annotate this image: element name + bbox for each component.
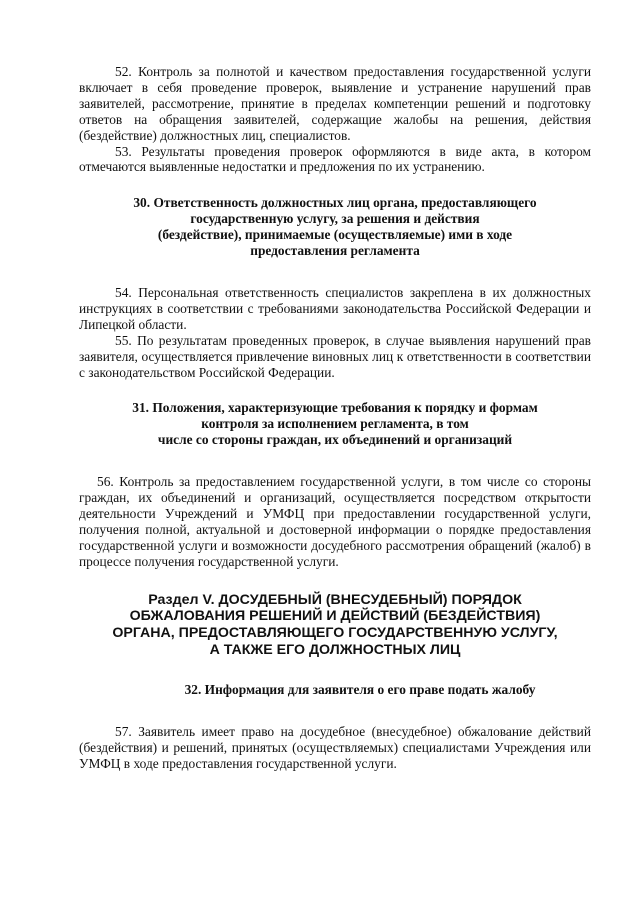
heading-line: контроля за исполнением регламента, в том [201,416,469,432]
heading-line: ОБЖАЛОВАНИЯ РЕШЕНИЙ И ДЕЙСТВИЙ (БЕЗДЕЙСТВИЯ) [129,608,541,625]
paragraph-57: 57. Заявитель имеет право на досудебное (внесудебное) обжалование действий (бездействия) и решений, принятых (осуществляемых) специалистами Учреждения или УМФЦ в ходе предоставления государственной услуги. [79,724,591,772]
paragraph-53: 53. Результаты проведения проверок оформляются в виде акта, в котором отмечаются выявленные недостатки и предложения по их устранению. [79,143,591,175]
heading-section-31 [79,400,591,448]
heading-line: предоставления регламента [250,243,420,259]
heading-line: числе со стороны граждан, их объединений и организаций [157,432,513,448]
heading-line: А ТАКЖЕ ЕГО ДОЛЖНОСТНЫХ ЛИЦ [209,641,461,658]
heading-line: 30. Ответственность должностных лиц органа, предоставляющего [133,195,537,211]
paragraph-55: 55. По результатам проведенных проверок, в случае выявления нарушений прав заявителя, осуществляется привлечение виновных лиц к ответственности в соответствии с законодательством Российской Федерации. [79,332,591,380]
paragraph-54: 54. Персональная ответственность специалистов закреплена в их должностных инструкциях в соответствии с требованиями законодательства Российской Федерации и Липецкой области. [79,284,591,332]
heading-line: Раздел V. ДОСУДЕБНЫЙ (ВНЕСУДЕБНЫЙ) ПОРЯДОК [148,591,522,608]
heading-line: (бездействие), принимаемые (осуществляемые) ими в ходе [157,227,513,243]
heading-section-32: 32. Информация для заявителя о его праве подать жалобу [184,682,536,698]
heading-line: государственную услугу, за решения и действия [190,211,480,227]
paragraph-56: 56. Контроль за предоставлением государственной услуги, в том числе со стороны граждан, их объединений и организаций, осуществляется посредством открытости деятельности Учреждений и УМФЦ при предоставлении государственной услуги, получения полной, актуальной и достоверной информации о порядке предоставления государственной услуги и возможности досудебного рассмотрения обращений (жалоб) в процессе получения государственной услуги. [79,474,591,569]
heading-line: 31. Положения, характеризующие требования к порядку и формам [132,400,538,416]
heading-line: ОРГАНА, ПРЕДОСТАВЛЯЮЩЕГО ГОСУДАРСТВЕННУЮ УСЛУГУ, [112,624,558,641]
heading-section-30 [79,195,591,259]
paragraph-52: 52. Контроль за полнотой и качеством предоставления государственной услуги включает в себя проведение проверок, выявление и устранение нарушений прав заявителей, рассмотрение, принятие в пределах компетенции решений и подготовку ответов на обращения заявителей, содержащие жалобы на решения, действия (бездействие) должностных лиц, специалистов. [79,64,591,143]
heading-part-5 [79,592,591,659]
document-page [79,64,591,772]
